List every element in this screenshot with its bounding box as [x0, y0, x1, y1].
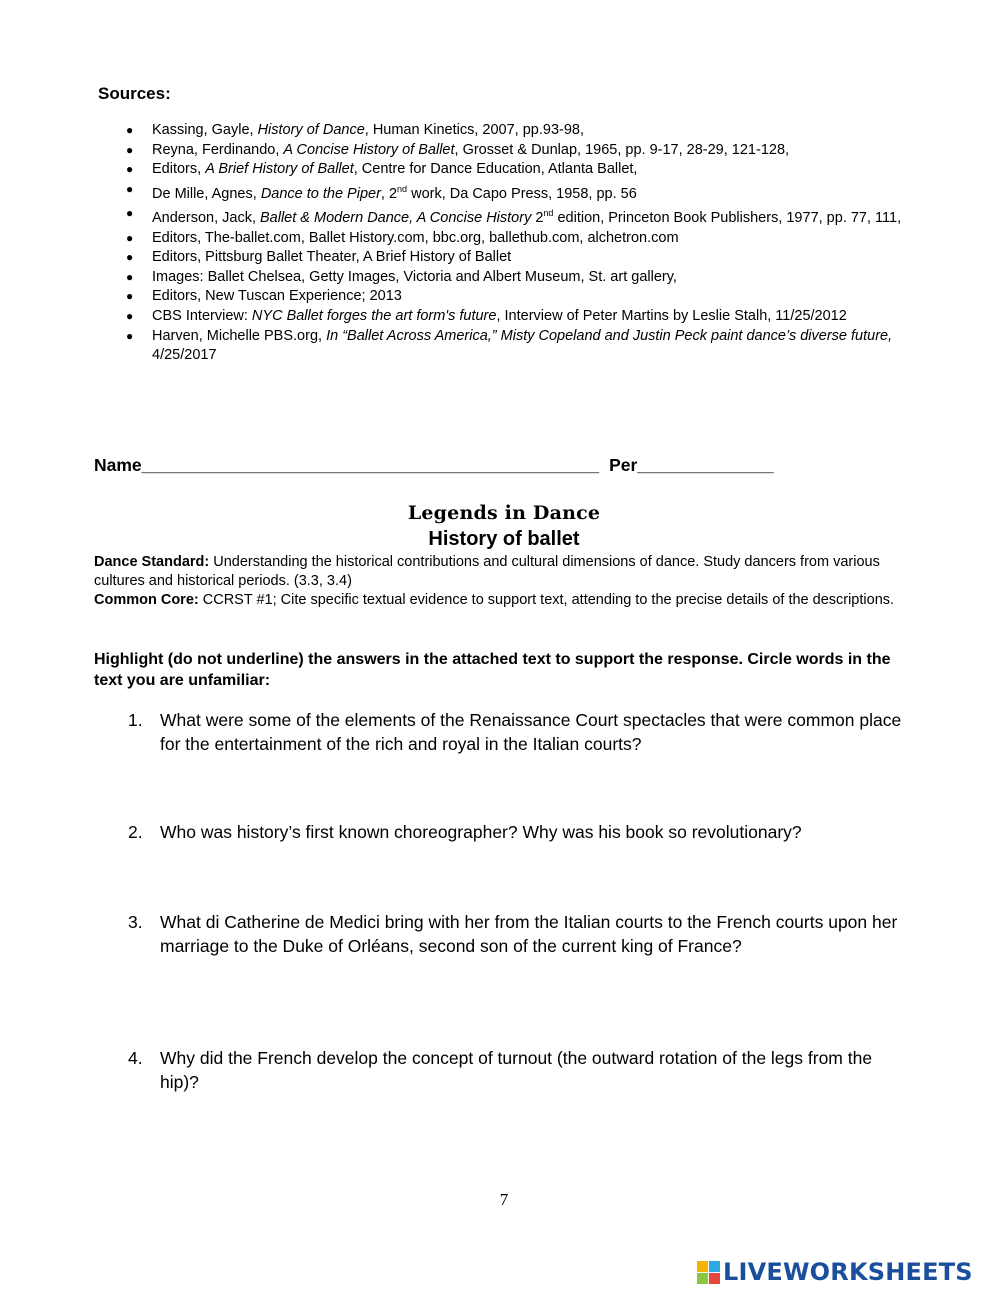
question-3	[128, 910, 908, 958]
bullet-icon: ●	[126, 162, 134, 177]
source-title: A Brief History of Ballet	[205, 161, 354, 178]
source-text: CBS Interview:	[152, 308, 252, 324]
source-item	[126, 248, 916, 268]
source-title: A Concise History of Ballet	[283, 141, 455, 158]
question-text: Who was history’s first known choreographer? Why was his book so revolutionary?	[160, 822, 802, 842]
name-blank[interactable]: _______________________________________________	[141, 455, 600, 475]
source-item	[126, 327, 916, 366]
page-number: 7	[499, 1190, 509, 1209]
source-text: nd	[397, 183, 408, 194]
question-number: 2.	[128, 822, 143, 842]
name-per-line	[94, 455, 774, 476]
per-blank[interactable]: ______________	[637, 455, 774, 475]
source-text: work, Da Capo Press, 1958, pp. 56	[407, 185, 637, 202]
bullet-icon: ●	[126, 142, 134, 157]
question-text: Why did the French develop the concept of turnout (the outward rotation of the legs from the hip)?	[160, 1048, 873, 1092]
source-text: Editors,	[152, 161, 206, 178]
dance-standard	[94, 553, 914, 591]
bullet-icon: ●	[126, 328, 134, 343]
bullet-icon: ●	[126, 309, 134, 323]
source-text: Editors, The-ballet.com, Ballet History.com, bbc.org, ballethub.com, alchetron.com	[152, 229, 679, 246]
source-text: , Interview of Peter Martins by Leslie Stalh, 11/25/2012	[496, 308, 847, 324]
source-text: 4/25/2017	[152, 347, 217, 364]
source-text: , Grosset & Dunlap, 1965, pp. 9-17, 28-29, 121-128,	[454, 141, 790, 158]
source-item	[126, 204, 916, 228]
source-title: In “Ballet Across America,” Misty Copeland and Justin Peck paint dance’s diverse future,	[326, 327, 893, 344]
source-text: Kassing, Gayle,	[152, 122, 258, 138]
per-label: Per	[609, 455, 638, 475]
source-text: Reyna, Ferdinando,	[152, 141, 284, 158]
source-text: , 2	[380, 185, 398, 202]
source-item	[126, 307, 916, 327]
liveworksheets-logo[interactable]	[697, 1257, 997, 1287]
bullet-icon: ●	[126, 230, 134, 245]
source-item	[126, 268, 916, 288]
bullet-icon: ●	[126, 206, 134, 221]
source-item	[126, 287, 916, 307]
dance-standard-label: Dance Standard:	[94, 554, 210, 570]
bullet-icon: ●	[126, 269, 134, 284]
worksheet-title: Legends in Dance	[407, 502, 601, 524]
source-text: 2	[531, 210, 544, 227]
question-2	[128, 820, 908, 844]
source-item	[126, 160, 916, 180]
question-number: 4.	[128, 1048, 143, 1068]
common-core-text: CCRST #1; Cite specific textual evidence to support text, attending to the precise details of the descriptions.	[198, 592, 895, 608]
name-label: Name	[94, 455, 142, 475]
logo-text: LIVEWORKSHEETS	[723, 1258, 973, 1286]
source-title: Ballet & Modern Dance, A Concise History	[260, 210, 532, 227]
question-text: What di Catherine de Medici bring with her from the Italian courts to the French courts upon her marriage to the Duke of Orléans, second son of the current king of France?	[160, 912, 898, 956]
source-text: Anderson, Jack,	[152, 210, 260, 227]
sources-heading: Sources:	[98, 84, 171, 103]
source-item	[126, 121, 916, 141]
source-text: Editors, Pittsburg Ballet Theater, A Brief History of Ballet	[152, 249, 512, 266]
common-core-label: Common Core:	[94, 592, 199, 608]
instructions: Highlight (do not underline) the answers in the attached text to support the response. Circle words in the text you are unfamiliar:	[94, 651, 891, 689]
source-title: NYC Ballet forges the art form's future	[251, 308, 497, 324]
question-number: 1.	[128, 710, 143, 730]
bullet-icon: ●	[126, 181, 134, 196]
source-text: nd	[543, 208, 554, 219]
source-title: History of Dance	[257, 122, 365, 138]
source-item	[126, 141, 916, 161]
liveworksheets-logo-icon	[697, 1261, 720, 1284]
question-4	[128, 1046, 908, 1094]
source-text: De Mille, Agnes,	[152, 185, 261, 202]
question-number: 3.	[128, 912, 143, 932]
source-text: , Human Kinetics, 2007, pp.93-98,	[364, 122, 585, 138]
source-item	[126, 180, 916, 204]
source-text: Editors, New Tuscan Experience; 2013	[152, 288, 402, 305]
source-text: edition, Princeton Book Publishers, 1977, pp. 77, 111,	[553, 210, 902, 227]
question-text: What were some of the elements of the Renaissance Court spectacles that were common place for the entertainment of the rich and royal in the Italian courts?	[160, 710, 902, 754]
source-text: Harven, Michelle PBS.org,	[152, 327, 327, 344]
dance-standard-text: Understanding the historical contributions and cultural dimensions of dance. Study dancers from various cultures and historical periods. (3.3, 3.4)	[94, 554, 880, 589]
sources-list	[126, 121, 916, 366]
source-title: Dance to the Piper	[260, 185, 381, 202]
bullet-icon: ●	[126, 250, 134, 265]
question-1	[128, 708, 908, 756]
source-text: , Centre for Dance Education, Atlanta Ballet,	[353, 161, 638, 178]
standards-block	[94, 553, 914, 610]
bullet-icon: ●	[126, 123, 134, 137]
worksheet-subtitle: History of ballet	[428, 528, 580, 550]
source-item	[126, 229, 916, 249]
bullet-icon: ●	[126, 289, 134, 304]
source-text: Images: Ballet Chelsea, Getty Images, Victoria and Albert Museum, St. art gallery,	[152, 268, 677, 285]
common-core	[94, 591, 914, 610]
